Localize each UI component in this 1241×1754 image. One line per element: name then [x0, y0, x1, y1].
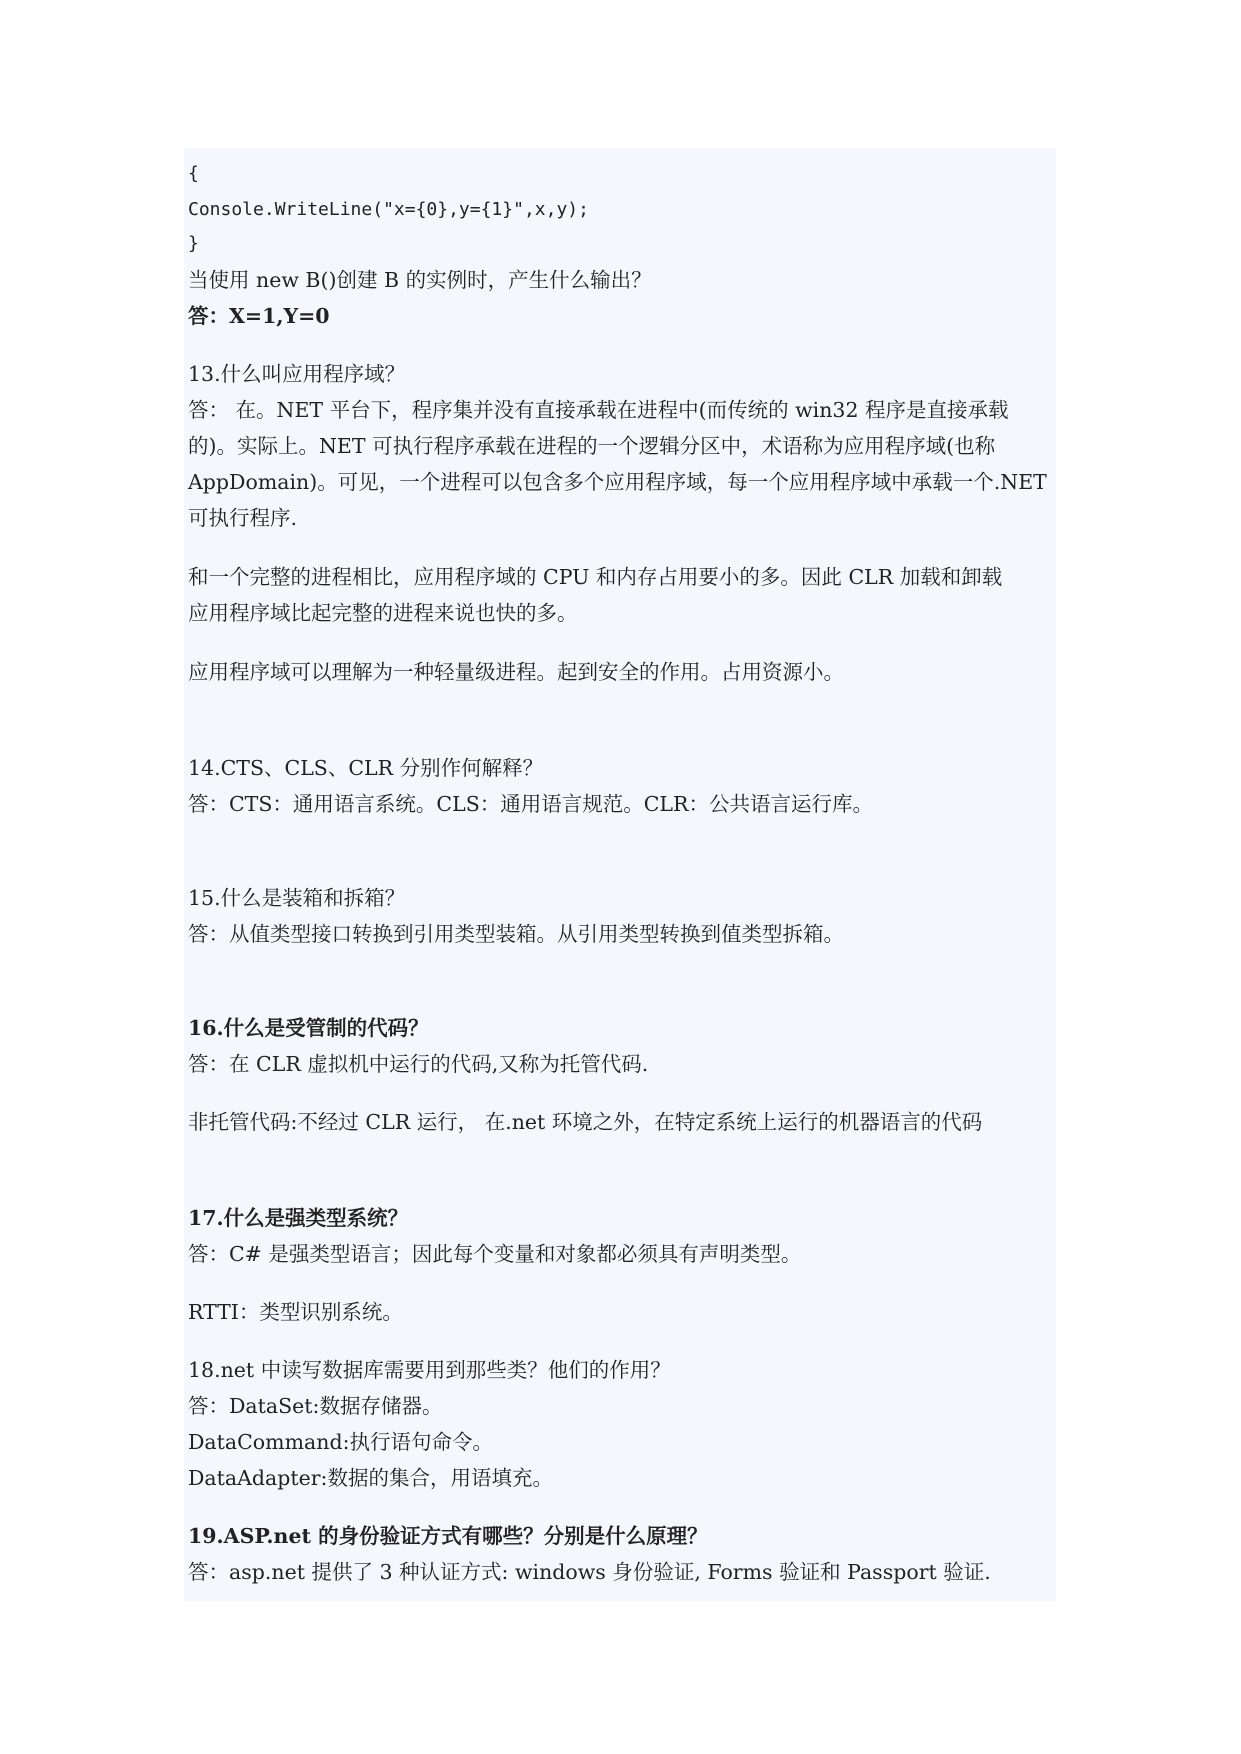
- answer-12: 答：X=1,Y=0: [188, 304, 330, 328]
- answer-16-line-2: 非托管代码:不经过 CLR 运行， 在.net 环境之外，在特定系统上运行的机器语言的代码: [188, 1110, 983, 1134]
- question-17: 17.什么是强类型系统？: [188, 1206, 409, 1230]
- answer-13-line-3: AppDomain)。可见，一个进程可以包含多个应用程序域，每一个应用程序域中承载一个.NET: [188, 470, 1047, 494]
- question-16: 16.什么是受管制的代码？: [188, 1016, 429, 1040]
- answer-18-line-2: DataCommand:执行语句命令。: [188, 1430, 493, 1454]
- answer-13-line-4: 可执行程序.: [188, 506, 298, 530]
- answer-17-line-2: RTTI：类型识别系统。: [188, 1300, 403, 1324]
- question-13: 13.什么叫应用程序域？: [188, 362, 406, 386]
- code-open-brace: {: [188, 163, 199, 184]
- answer-18-line-3: DataAdapter:数据的集合，用语填充。: [188, 1466, 553, 1490]
- answer-13-line-2: 的)。实际上。NET 可执行程序承载在进程的一个逻辑分区中，术语称为应用程序域(也称: [188, 434, 996, 458]
- answer-13-line-7: 应用程序域可以理解为一种轻量级进程。起到安全的作用。占用资源小。: [188, 660, 844, 684]
- answer-19: 答：asp.net 提供了 3 种认证方式: windows 身份验证, Forms 验证和 Passport 验证.: [188, 1560, 991, 1584]
- answer-18-line-1: 答：DataSet:数据存储器。: [188, 1394, 443, 1418]
- code-writeline: Console.WriteLine("x={0},y={1}",x,y);: [188, 199, 589, 220]
- answer-13-line-6: 应用程序域比起完整的进程来说也快的多。: [188, 601, 578, 625]
- answer-17-line-1: 答：C# 是强类型语言；因此每个变量和对象都必须具有声明类型。: [188, 1242, 802, 1266]
- answer-15: 答：从值类型接口转换到引用类型装箱。从引用类型转换到值类型拆箱。: [188, 922, 844, 946]
- answer-16-line-1: 答：在 CLR 虚拟机中运行的代码,又称为托管代码.: [188, 1052, 649, 1076]
- question-12-text: 当使用 new B()创建 B 的实例时，产生什么输出？: [188, 268, 652, 292]
- answer-13-line-1: 答： 在。NET 平台下，程序集并没有直接承载在进程中(而传统的 win32 程序是直接承载: [188, 398, 1009, 422]
- question-14: 14.CTS、CLS、CLR 分别作何解释？: [188, 756, 544, 780]
- answer-13-line-5: 和一个完整的进程相比，应用程序域的 CPU 和内存占用要小的多。因此 CLR 加载和卸载: [188, 565, 1003, 589]
- question-19: 19.ASP.net 的身份验证方式有哪些？分别是什么原理？: [188, 1524, 708, 1548]
- code-close-brace: }: [188, 233, 199, 254]
- question-18: 18.net 中读写数据库需要用到那些类？他们的作用？: [188, 1358, 671, 1382]
- answer-14: 答：CTS：通用语言系统。CLS：通用语言规范。CLR：公共语言运行库。: [188, 792, 873, 816]
- question-15: 15.什么是装箱和拆箱？: [188, 886, 406, 910]
